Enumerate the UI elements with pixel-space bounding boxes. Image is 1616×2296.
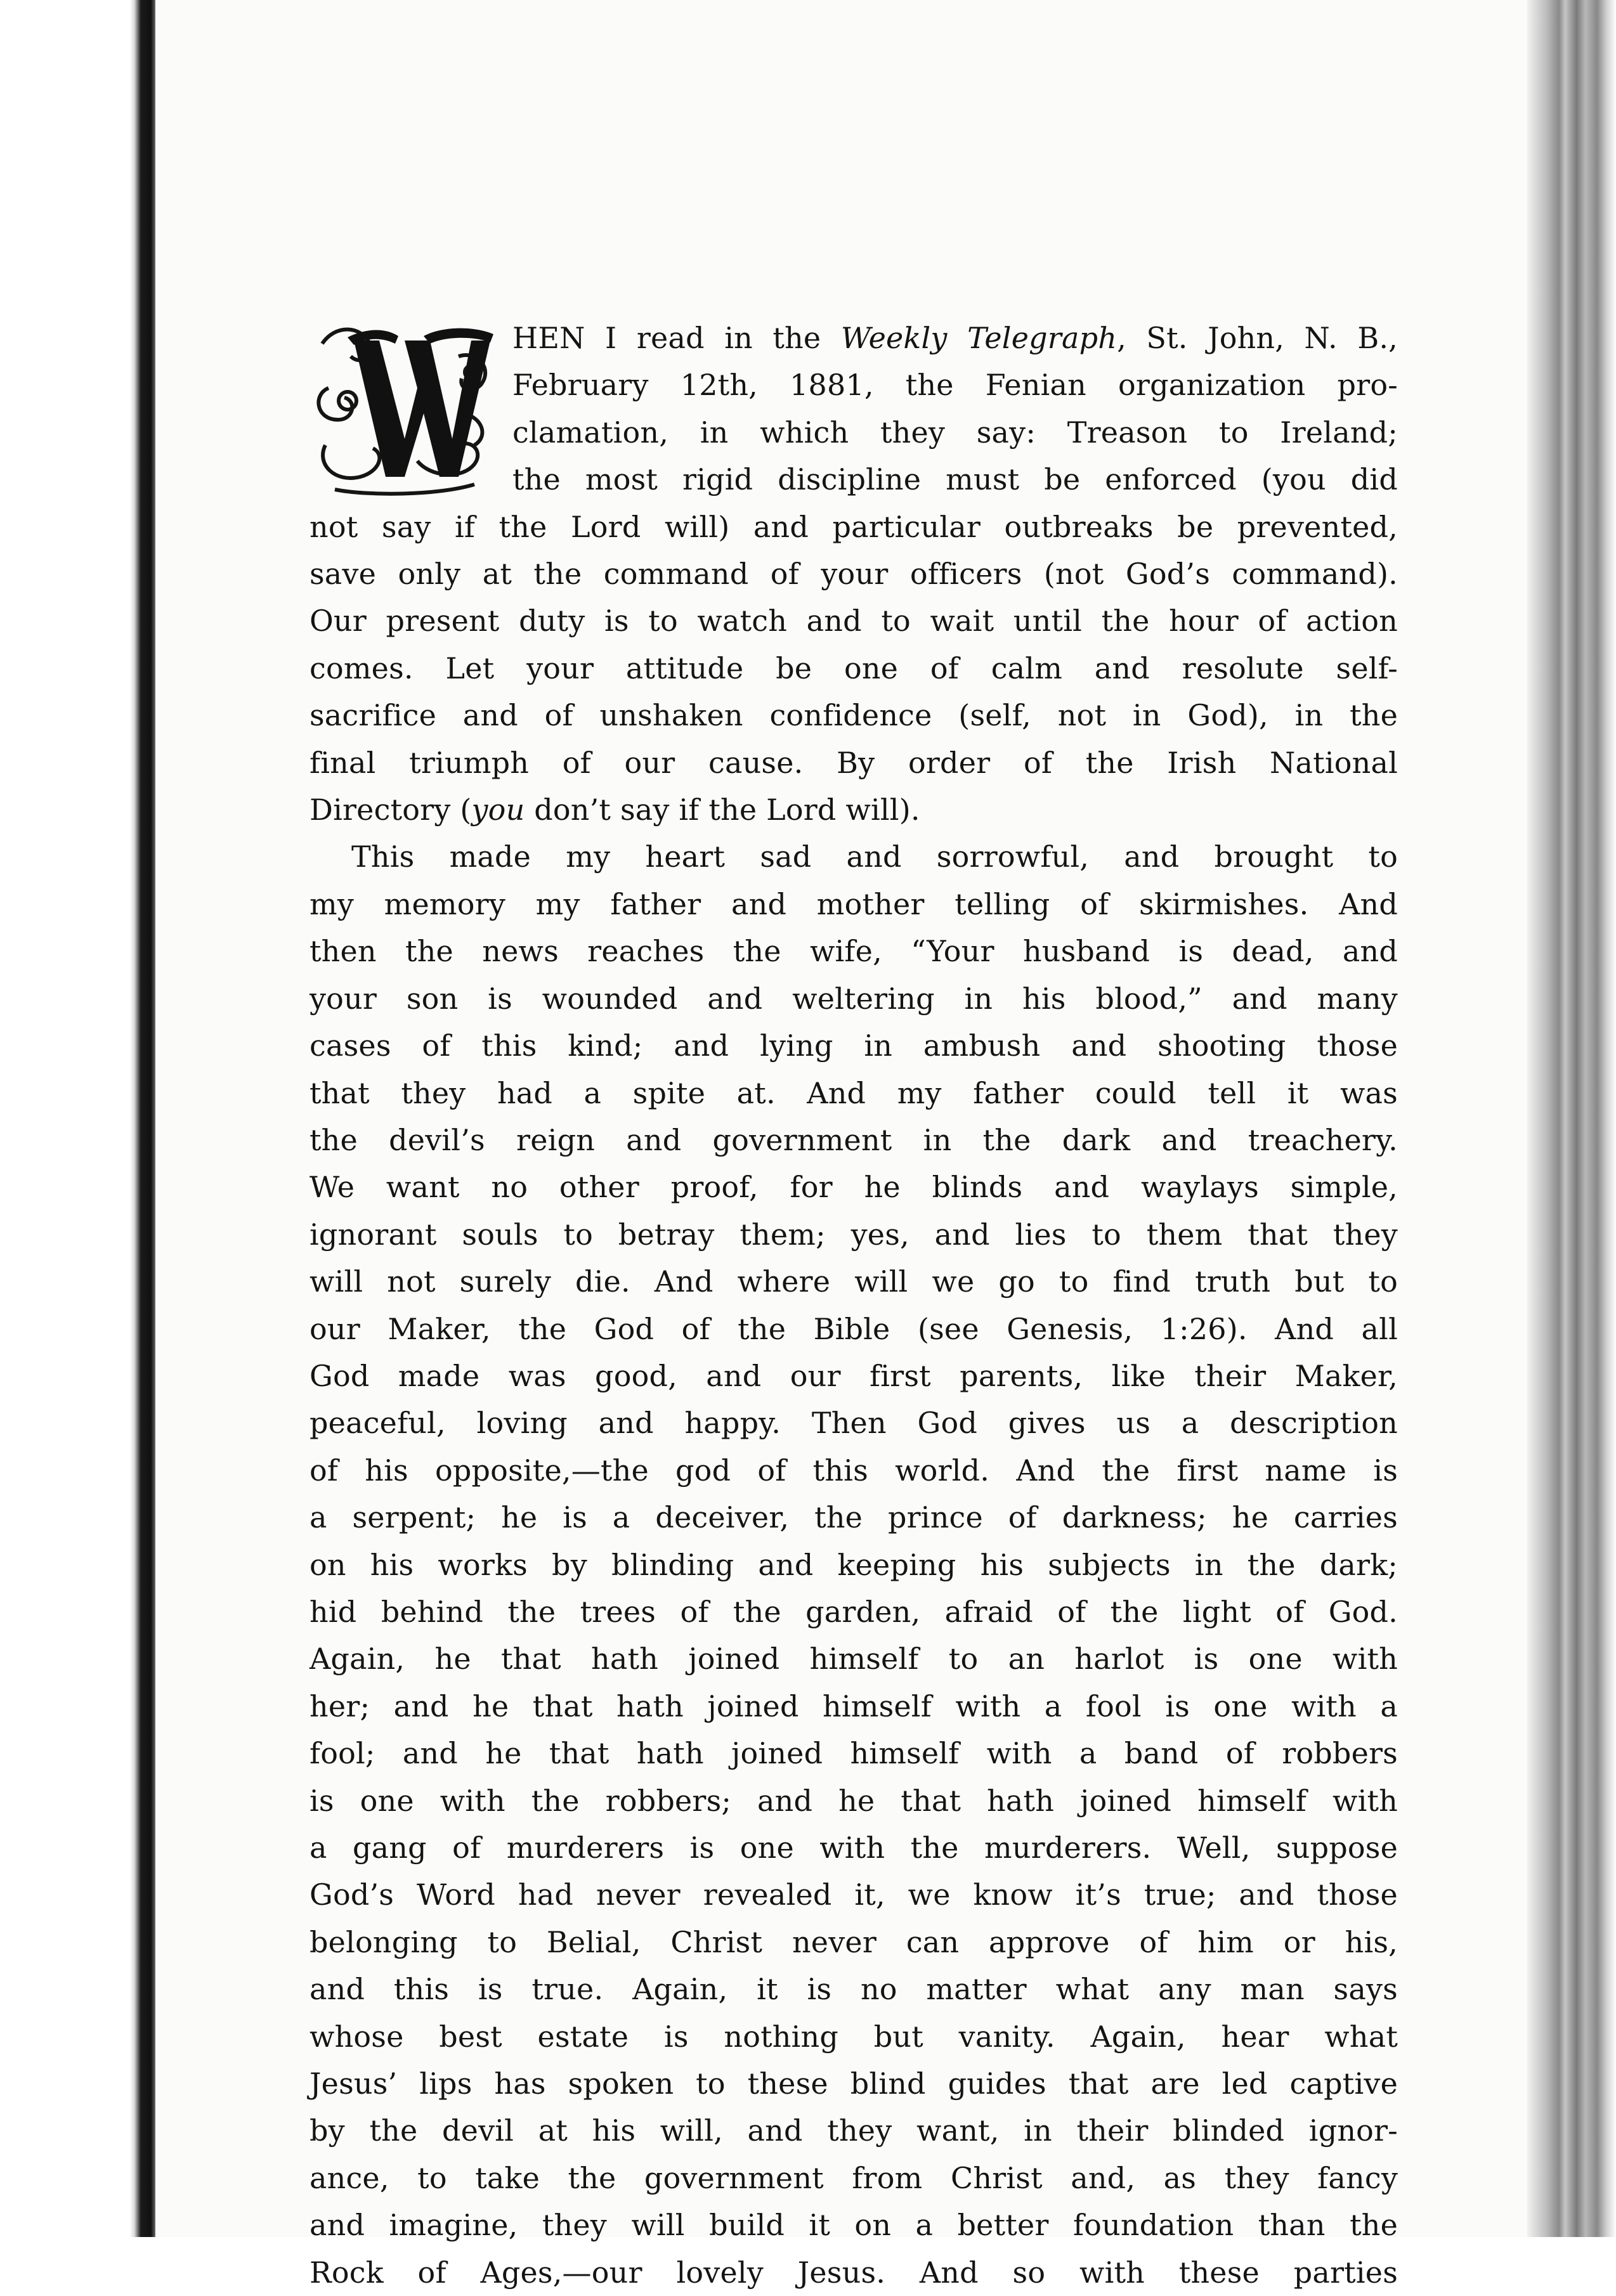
text-line: God made was good, and our first parents, like their Maker, <box>310 1358 1398 1393</box>
text-line: and this is true. Again, it is no matter what any man says <box>310 1972 1398 2007</box>
text-run: not say if the Lord will) and particular outbreaks be prevented, <box>310 509 1398 544</box>
text-line <box>310 692 1398 739</box>
text-run: February 12th, 1881, the Fenian organization pro- <box>512 368 1398 403</box>
text-line: ance, to take the government from Christ and, as they fancy <box>310 2160 1398 2195</box>
text-line: of his opposite,—the god of this world. And the first name is <box>310 1453 1398 1488</box>
text-line: is one with the robbers; and he that hath joined himself with <box>310 1783 1398 1818</box>
text-run: sacrifice and of unshaken confidence (self, not in God), in the <box>310 698 1398 733</box>
text-line: hid behind the trees of the garden, afraid of the light of God. <box>310 1594 1398 1629</box>
body-text <box>310 315 1398 2296</box>
text-line: whose best estate is nothing but vanity. Again, hear what <box>310 2019 1398 2054</box>
text-line: your son is wounded and weltering in his blood,” and many <box>310 981 1398 1016</box>
text-line: belonging to Belial, Christ never can approve of him or his, <box>310 1924 1398 1959</box>
text-line: then the news reaches the wife, “Your husband is dead, and <box>310 934 1398 969</box>
text-line: Jesus’ lips has spoken to these blind guides that are led captive <box>310 2066 1398 2101</box>
text-line: my memory my father and mother telling of skirmishes. And <box>310 886 1398 921</box>
text-line: and imagine, they will build it on a better foundation than the <box>310 2208 1398 2243</box>
text-line: fool; and he that hath joined himself with a band of robbers <box>310 1736 1398 1771</box>
dropcap-letter: W <box>310 318 311 319</box>
book-spine-left-edge <box>0 0 155 2237</box>
text-line: by the devil at his will, and they want, in their blinded ignor- <box>310 2113 1398 2148</box>
italic-text: Weekly Telegraph <box>840 321 1118 355</box>
page-edges-right <box>1527 0 1616 2237</box>
text-line: This made my heart sad and sorrowful, and brought to <box>351 840 1398 874</box>
text-line: peaceful, loving and happy. Then God gives us a description <box>310 1406 1398 1441</box>
text-line: We want no other proof, for he blinds and waylays simple, <box>310 1170 1398 1205</box>
italic-text: you <box>471 793 525 827</box>
text-run: HEN I read in the <box>512 321 841 355</box>
text-line: a serpent; he is a deceiver, the prince of darkness; he carries <box>310 1500 1398 1535</box>
text-line: on his works by blinding and keeping his subjects in the dark; <box>310 1547 1398 1582</box>
text-run: final triumph of our cause. By order of the Irish National <box>310 745 1398 780</box>
text-line <box>310 739 1398 786</box>
text-line: Again, he that hath joined himself to an harlot is one with <box>310 1642 1398 1677</box>
text-line: will not surely die. And where will we go to find truth but to <box>310 1264 1398 1299</box>
text-line: our Maker, the God of the Bible (see Genesis, 1:26). And all <box>310 1311 1398 1346</box>
text-line: ignorant souls to betray them; yes, and lies to them that they <box>310 1217 1398 1252</box>
text-line <box>310 597 1398 644</box>
text-run: Directory ( <box>310 793 472 827</box>
text-run: don’t say if the Lord will). <box>525 793 920 827</box>
text-run: the most rigid discipline must be enforced (you did <box>512 462 1398 497</box>
text-line <box>310 550 1398 597</box>
text-run: clamation, in which they say: Treason to Ireland; <box>512 415 1398 450</box>
text-run: , St. John, N. B., <box>1117 321 1398 355</box>
text-line: her; and he that hath joined himself with a fool is one with a <box>310 1689 1398 1723</box>
text-line: God’s Word had never revealed it, we know it’s true; and those <box>310 1878 1398 1912</box>
paragraph-2 <box>310 833 1398 2296</box>
text-line <box>310 503 1398 550</box>
text-line: a gang of murderers is one with the murderers. Well, suppose <box>310 1831 1398 1865</box>
text-line: cases of this kind; and lying in ambush and shooting those <box>310 1028 1398 1063</box>
ornamental-dropcap-w <box>310 318 500 496</box>
text-line: Rock of Ages,—our lovely Jesus. And so with these parties <box>310 2255 1398 2290</box>
text-line <box>310 786 1398 833</box>
text-line <box>310 645 1398 692</box>
text-run: save only at the command of your officers (not God’s command). <box>310 557 1398 592</box>
text-run: comes. Let your attitude be one of calm and resolute self- <box>310 651 1398 685</box>
text-run: Our present duty is to watch and to wait until the hour of action <box>310 604 1398 639</box>
text-line: the devil’s reign and government in the dark and treachery. <box>310 1122 1398 1157</box>
text-line: that they had a spite at. And my father could tell it was <box>310 1075 1398 1110</box>
